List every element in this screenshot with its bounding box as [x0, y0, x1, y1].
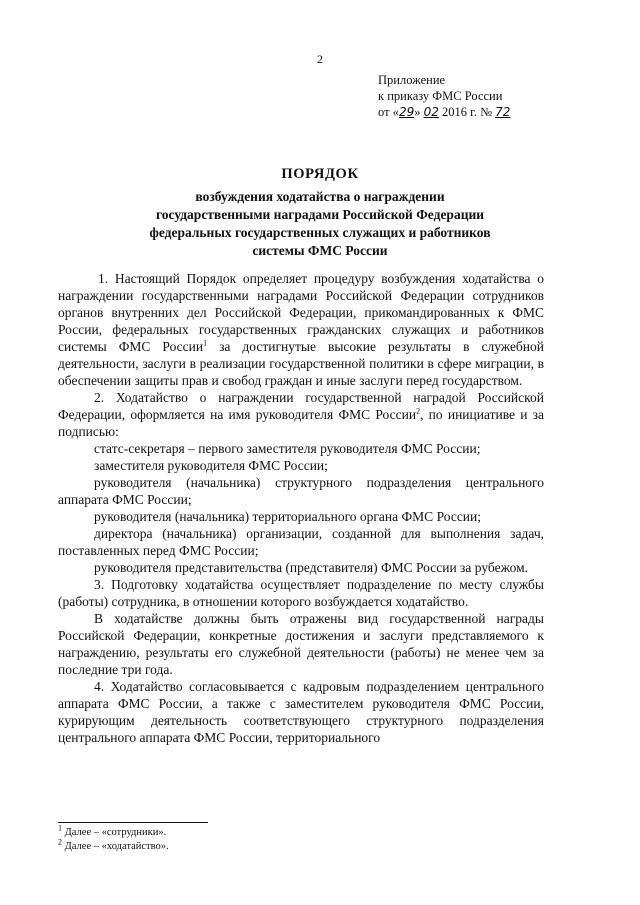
appendix-line-2: к приказу ФМС России	[378, 89, 503, 103]
footnote-text: Далее – «ходатайство».	[62, 841, 169, 852]
handwritten-order-number: 72	[495, 105, 511, 119]
paragraph-4: 4. Ходатайство согласовывается с кадровым подразделением центрального аппарата ФМС России, а также с заместителем руководителя ФМС России, курирующим деятельность соответствующего структурного подразделения центрального аппарата ФМС России, территориального	[58, 679, 544, 745]
footnote-ref-1: 1	[203, 338, 208, 348]
footnote-divider	[58, 822, 208, 823]
appendix-date-line	[378, 104, 510, 120]
paragraph-2	[58, 389, 544, 440]
list-item: руководителя (начальника) структурного подразделения центрального аппарата ФМС России;	[58, 475, 544, 507]
footnote-ref-2: 2	[416, 406, 421, 416]
paragraph-text: , по инициативе и за подписью:	[58, 407, 545, 439]
subtitle-line: системы ФМС России	[252, 243, 388, 258]
list-item: руководителя представительства (представителя) ФМС России за рубежом.	[94, 560, 528, 575]
paragraph-text: за достигнутые высокие результаты в служебной деятельности, заслуги в реализации государственной политики в сфере миграции, в обеспечении защиты прав и свобод граждан и иные заслуги перед государством.	[58, 339, 545, 388]
paragraph-3-cont: В ходатайстве должны быть отражены вид государственной награды Российской Федерации, конкретные достижения и заслуги представляемого к награждению, результаты его служебной деятельности (работы) не менее чем за последние три года.	[58, 611, 544, 677]
paragraph-1	[58, 270, 544, 389]
date-mid: »	[414, 105, 424, 119]
page-number: 2	[317, 52, 323, 66]
footnote-2	[58, 837, 169, 854]
footnote-number: 1	[58, 823, 62, 833]
footnote-number: 2	[58, 837, 62, 847]
subtitle-line: возбуждения ходатайства о награждении	[195, 189, 445, 204]
paragraph-text: 1. Настоящий Порядок определяет процедуру возбуждения ходатайства о награждении государственными наградами Российской Федерации сотрудников органов внутренних дел Российской Федерации, прикомандированных к ФМС России, федеральных государственных гражданских служащих и работников системы ФМС России	[58, 271, 544, 354]
document-title: ПОРЯДОК	[281, 166, 359, 182]
footnotes	[58, 823, 169, 854]
paragraph-text: 2. Ходатайство о награждении государственной наградой Российской Федерации, оформляется на имя руководителя ФМС России	[58, 390, 544, 422]
footnote-text: Далее – «сотрудники».	[62, 827, 167, 838]
subtitle-line: федеральных государственных служащих и работников	[149, 225, 491, 240]
paragraph-3: 3. Подготовку ходатайства осуществляет подразделение по месту службы (работы) сотрудника, в отношении которого возбуждается ходатайство.	[58, 577, 544, 609]
list-item: руководителя (начальника) территориального органа ФМС России;	[94, 509, 482, 524]
date-prefix: от «	[378, 105, 399, 119]
document-body	[58, 270, 544, 746]
footnote-1	[58, 823, 169, 840]
list-item: статс-секретаря – первого заместителя руководителя ФМС России;	[94, 441, 481, 456]
date-suffix: 2016 г. №	[438, 105, 496, 119]
handwritten-month: 02	[423, 105, 439, 119]
subtitle-line: государственными наградами Российской Федерации	[155, 207, 485, 222]
list-item: заместителя руководителя ФМС России;	[94, 458, 328, 473]
document-subtitle	[60, 188, 580, 260]
list-item: директора (начальника) организации, созданной для выполнения задач, поставленных перед ФМС России;	[58, 526, 544, 558]
appendix-line-1: Приложение	[378, 73, 446, 87]
appendix-block	[378, 72, 510, 120]
handwritten-day: 29	[398, 105, 415, 119]
